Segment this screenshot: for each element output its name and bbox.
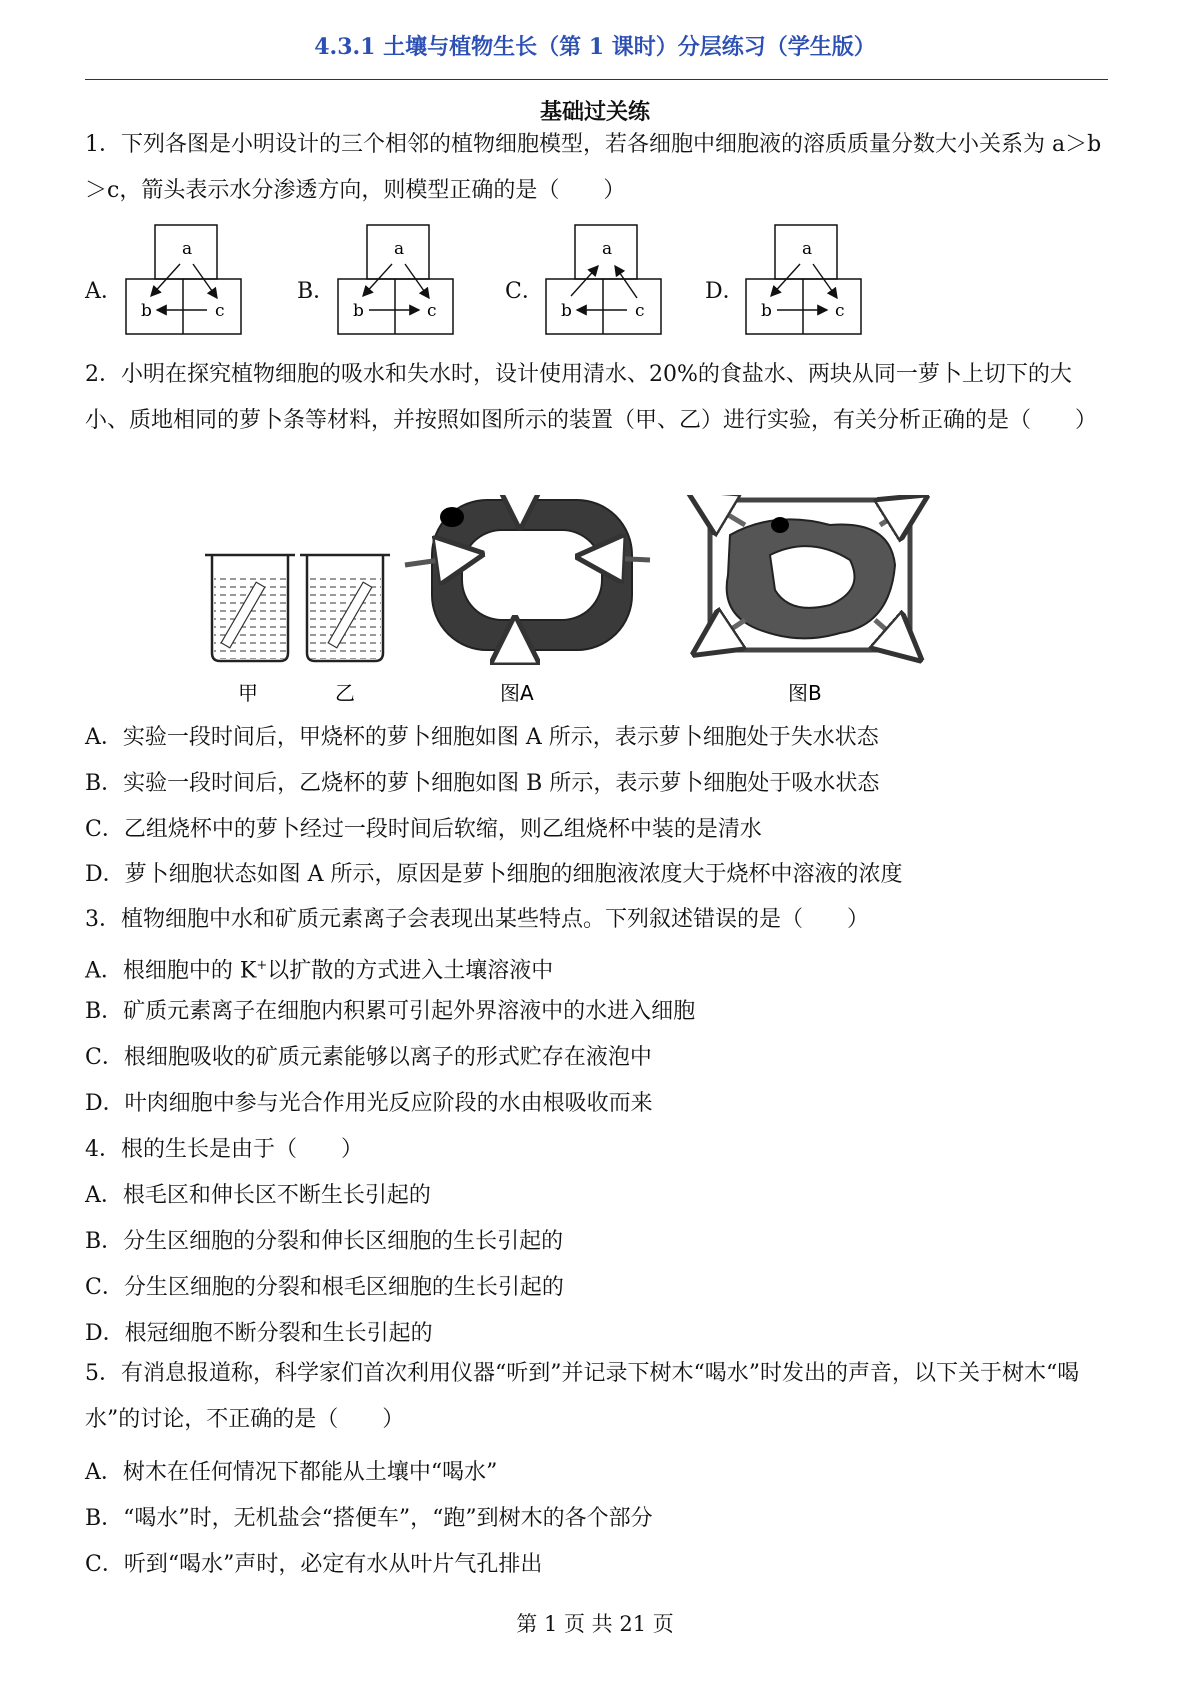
question-4-option-c[interactable]: C．分生区细胞的分裂和根毛区细胞的生长引起的 <box>85 1275 564 1300</box>
question-3-option-b[interactable]: B．矿质元素离子在细胞内积累可引起外界溶液中的水进入细胞 <box>85 999 696 1024</box>
cell-model-b <box>337 224 462 336</box>
option-letter: D． <box>705 279 745 304</box>
cell-model-d <box>745 224 870 336</box>
ion-charge: + <box>256 958 268 973</box>
question-1-stem: 1．下列各图是小明设计的三个相邻的植物细胞模型，若各细胞中细胞液的溶质质量分数大小关系为 a＞b＞c，箭头表示水分渗透方向，则模型正确的是（ ） <box>85 132 1102 203</box>
question-2-option-c[interactable]: C．乙组烧杯中的萝卜经过一段时间后软缩，则乙组烧杯中装的是清水 <box>85 817 762 842</box>
question-5-option-c[interactable]: C．听到“喝水”声时，必定有水从叶片气孔排出 <box>85 1552 543 1577</box>
cell-b-illustration <box>695 495 920 705</box>
question-3-option-d[interactable]: D．叶肉细胞中参与光合作用光反应阶段的水由根吸收而来 <box>85 1091 653 1116</box>
cell-b-label: b <box>353 301 364 321</box>
question-4-option-b[interactable]: B．分生区细胞的分裂和伸长区细胞的生长引起的 <box>85 1229 564 1254</box>
cell-c-label: c <box>215 301 225 321</box>
beaker-yi <box>300 555 390 661</box>
cell-b-label: b <box>761 301 772 321</box>
page-number: 第 1 页 共 21 页 <box>516 1612 674 1636</box>
question-3-stem: 3．植物细胞中水和矿质元素离子会表现出某些特点。下列叙述错误的是（ ） <box>85 907 869 932</box>
label-yi: 乙 <box>335 681 355 705</box>
question-4-option-a[interactable]: A．根毛区和伸长区不断生长引起的 <box>85 1183 431 1208</box>
label-jia: 甲 <box>238 681 258 705</box>
cell-c-label: c <box>835 301 845 321</box>
question-2-stem: 2．小明在探究植物细胞的吸水和失水时，设计使用清水、20%的食盐水、两块从同一萝卜上切下的大小、质地相同的萝卜条等材料，并按照如图所示的装置（甲、乙）进行实验，有关分析正确的是（ ） <box>85 362 1098 433</box>
option-letter: C． <box>505 279 544 304</box>
question-3-option-c[interactable]: C．根细胞吸收的矿质元素能够以离子的形式贮存在液泡中 <box>85 1045 652 1070</box>
cell-model-a <box>125 224 250 336</box>
question-5-stem: 5．有消息报道称，科学家们首次利用仪器“听到”并记录下树木“喝水”时发出的声音，以下关于树木“喝水”的讨论，不正确的是（ ） <box>85 1361 1080 1432</box>
cell-a-label: a <box>802 239 813 259</box>
cell-b-label: b <box>141 301 152 321</box>
option-d-diagram[interactable] <box>705 222 905 350</box>
question-5-option-b[interactable]: B．“喝水”时，无机盐会“搭便车”，“跑”到树木的各个部分 <box>85 1506 653 1531</box>
label-fig-a: 图A <box>500 681 534 705</box>
question-2-option-b[interactable]: B．实验一段时间后，乙烧杯的萝卜细胞如图 B 所示，表示萝卜细胞处于吸水状态 <box>85 771 880 796</box>
document-title: 4.3.1 土壤与植物生长（第 1 课时）分层练习（学生版） <box>314 34 876 60</box>
cell-c-label: c <box>635 301 645 321</box>
cell-a-label: a <box>182 239 193 259</box>
option-a-diagram[interactable] <box>85 222 285 350</box>
option-c-diagram[interactable] <box>505 222 705 350</box>
cell-model-c <box>545 224 670 336</box>
question-2-option-a[interactable]: A．实验一段时间后，甲烧杯的萝卜细胞如图 A 所示，表示萝卜细胞处于失水状态 <box>85 725 879 750</box>
beaker-jia <box>205 555 295 661</box>
section-title: 基础过关练 <box>539 99 650 125</box>
beakers-and-cells-illustration <box>200 495 1000 705</box>
option-letter: B． <box>297 279 336 304</box>
cell-c-label: c <box>427 301 437 321</box>
question-1-options <box>85 222 1108 350</box>
experiment-figure <box>200 495 1000 705</box>
question-3-option-a[interactable] <box>85 951 1108 986</box>
question-2-option-d[interactable]: D．萝卜细胞状态如图 A 所示，原因是萝卜细胞的细胞液浓度大于烧杯中溶液的浓度 <box>85 862 903 887</box>
option-b-diagram[interactable] <box>297 222 497 350</box>
cell-a-label: a <box>394 239 405 259</box>
cell-a-illustration <box>405 495 650 705</box>
question-4-option-d[interactable]: D．根冠细胞不断分裂和生长引起的 <box>85 1321 433 1346</box>
question-5-option-a[interactable]: A．树木在任何情况下都能从土壤中“喝水” <box>85 1460 498 1485</box>
cell-b-label: b <box>561 301 572 321</box>
header-divider <box>85 79 1108 80</box>
option-a-text-post: 以扩散的方式进入土壤溶液中 <box>267 958 554 984</box>
label-fig-b: 图B <box>788 681 822 705</box>
cell-a-label: a <box>602 239 613 259</box>
option-letter: A． <box>85 279 123 304</box>
option-a-text-pre: A．根细胞中的 K <box>85 958 257 984</box>
question-4-stem: 4．根的生长是由于（ ） <box>85 1137 363 1162</box>
